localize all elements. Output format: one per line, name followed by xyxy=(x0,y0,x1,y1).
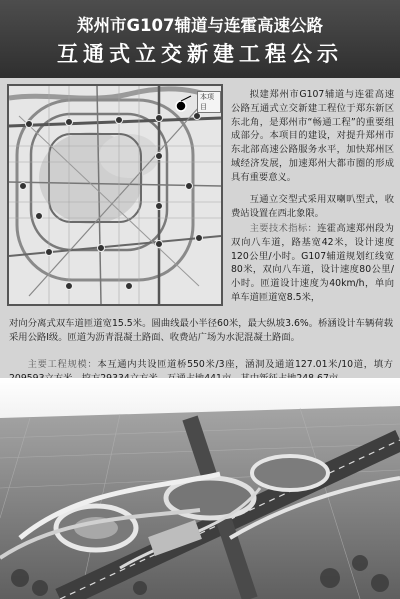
scale-label: 主要工程规模： xyxy=(27,359,98,370)
tech-paragraph-continued: 对向分离式双车道匝道宽15.5米。圆曲线最小半径60米，最大纵坡3.6%。桥涵设计车辆荷载采用公路Ⅰ级。匝道为沥青混凝土路面、收费站广场为水泥混凝土路面。 xyxy=(9,318,393,343)
interchange-aerial-rendering xyxy=(0,378,400,599)
scale-text: 本互通内共设匝道桥550米/3座，涵洞及通道127.01米/10道，填方 xyxy=(97,359,393,370)
tech-paragraph xyxy=(231,222,394,305)
title-band xyxy=(0,0,400,78)
tech-text-a: 连霍高速郑州段为双向八车道，路基宽42米，设计速度120公里/小时。G107辅道规划红线宽80米，双向八车道，设计速度80公里/小时。匝道设计速度为40km/h，单向单车道匝道宽8.5米， xyxy=(231,223,394,303)
tech-label: 主要技术指标： xyxy=(249,223,318,234)
project-location-tag: 本项目 xyxy=(197,91,221,113)
location-map xyxy=(7,84,223,306)
map-graphic xyxy=(9,86,221,304)
title-line-2: 互通式立交新建工程公示 xyxy=(57,42,343,66)
intro-paragraph: 拟建郑州市G107辅道与连霍高速公路互通式立交新建工程位于郑东新区东北角，是郑州市“畅通工程”的重要组成部分。本项目的建设，对提升郑州市东北部高速公路服务水平，加快郑州区域经济发展，加速郑州大都市圈的形成具有重要意义。 xyxy=(231,89,394,183)
title-line-1: 郑州市G107辅道与连霍高速公路 xyxy=(77,16,323,35)
type-paragraph: 互通立交型式采用双喇叭型式，收费站设置在西北象限。 xyxy=(231,194,394,219)
